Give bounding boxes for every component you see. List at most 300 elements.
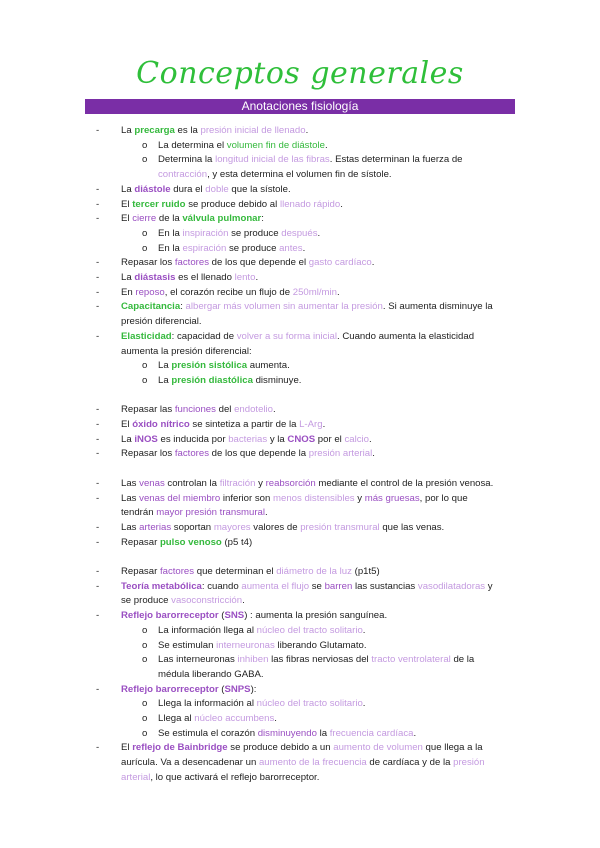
text-segment: La bbox=[158, 374, 172, 386]
highlight-text: Teoría metabólica bbox=[121, 580, 202, 592]
text-segment: La bbox=[121, 272, 135, 284]
list-item bbox=[96, 212, 514, 227]
item-text bbox=[121, 316, 202, 327]
list-item bbox=[96, 683, 514, 698]
item-text bbox=[158, 640, 367, 651]
highlight-text: doble bbox=[205, 183, 229, 195]
list-item bbox=[96, 271, 514, 286]
highlight-text: inspiración bbox=[182, 227, 229, 239]
highlight-text: reflejo de Bainbridge bbox=[132, 742, 228, 754]
text-segment: (p5 t4) bbox=[221, 536, 253, 548]
sub-list-item bbox=[96, 153, 514, 168]
highlight-text: longitud inicial de las fibras bbox=[215, 154, 330, 166]
spacer bbox=[96, 462, 514, 477]
text-segment: La información llega al bbox=[158, 624, 257, 636]
highlight-text: núcleo accumbens bbox=[194, 713, 275, 725]
text-segment: En bbox=[121, 286, 136, 298]
dash-marker: - bbox=[96, 286, 100, 298]
highlight-text: menos distensibles bbox=[273, 492, 355, 504]
item-text bbox=[121, 537, 252, 548]
highlight-text: núcleo del tracto solitario bbox=[256, 698, 363, 710]
sub-list-item bbox=[96, 668, 514, 683]
highlight-text: factores bbox=[159, 566, 195, 578]
text-segment: soportan bbox=[171, 521, 214, 533]
sub-bullet-marker: o bbox=[142, 227, 148, 239]
highlight-text: presión inicial de llenado bbox=[200, 125, 306, 136]
highlight-text: funciones bbox=[174, 404, 216, 416]
highlight-text: Reflejo barorreceptor bbox=[121, 610, 219, 622]
text-segment: ) : aumenta la presión sanguínea. bbox=[244, 610, 388, 622]
list-item bbox=[96, 330, 514, 345]
text-segment: Repasar bbox=[121, 536, 160, 548]
text-segment: La bbox=[121, 183, 135, 195]
text-segment: Se estimula el corazón bbox=[158, 727, 258, 739]
list-item bbox=[96, 536, 514, 551]
highlight-text: barren bbox=[324, 580, 353, 592]
text-segment: las sustancias bbox=[352, 580, 418, 592]
item-text bbox=[158, 654, 474, 665]
highlight-text: después bbox=[281, 227, 318, 239]
item-text bbox=[121, 581, 493, 592]
list-item bbox=[96, 315, 514, 330]
highlight-text: vasodilatadoras bbox=[417, 580, 486, 592]
text-segment: Llega al bbox=[158, 713, 195, 725]
text-segment: : bbox=[180, 301, 186, 313]
text-segment: tendrán bbox=[121, 507, 157, 519]
item-text bbox=[121, 522, 444, 533]
text-segment: aurícula. Va a desencadenar un bbox=[121, 757, 259, 769]
item-text bbox=[158, 713, 277, 724]
highlight-text: llenado rápido bbox=[279, 198, 341, 210]
item-text bbox=[158, 228, 320, 239]
list-item bbox=[96, 492, 514, 507]
dash-marker: - bbox=[96, 125, 100, 136]
highlight-text: vasoconstricción bbox=[171, 595, 243, 607]
page-title: Conceptos generales bbox=[136, 56, 464, 91]
text-segment: la bbox=[316, 727, 330, 739]
text-segment: En la bbox=[158, 227, 183, 239]
item-text bbox=[158, 669, 264, 680]
dash-marker: - bbox=[96, 492, 100, 504]
highlight-text: diástole bbox=[134, 183, 171, 195]
sub-list-item bbox=[96, 639, 514, 654]
text-segment: Repasar los bbox=[121, 448, 175, 460]
sub-bullet-marker: o bbox=[142, 639, 148, 651]
item-text bbox=[158, 360, 290, 371]
item-text bbox=[121, 287, 340, 298]
highlight-text: gasto cardíaco bbox=[308, 257, 372, 269]
text-segment: Determina la bbox=[158, 154, 216, 166]
text-segment: por el bbox=[315, 433, 345, 445]
highlight-text: volver a su forma inicial bbox=[236, 330, 337, 342]
item-text bbox=[121, 301, 493, 312]
item-text bbox=[121, 478, 493, 489]
text-segment: La bbox=[121, 125, 135, 136]
item-text bbox=[158, 728, 416, 739]
list-item bbox=[96, 124, 514, 139]
text-segment: Las interneuronas bbox=[158, 654, 238, 666]
list-item bbox=[96, 447, 514, 462]
list-item bbox=[96, 771, 514, 786]
highlight-text: presión transmural bbox=[300, 521, 380, 533]
item-text bbox=[121, 125, 308, 136]
text-segment: que las venas. bbox=[379, 521, 445, 533]
highlight-text: factores bbox=[174, 257, 209, 269]
list-item bbox=[96, 609, 514, 624]
highlight-text: cierre bbox=[132, 213, 157, 225]
text-segment: . bbox=[302, 242, 306, 254]
text-segment: se produce debido al bbox=[185, 198, 280, 210]
item-text bbox=[121, 272, 258, 283]
highlight-text: aumento de volumen bbox=[333, 742, 423, 754]
sub-list-item bbox=[96, 653, 514, 668]
text-segment: . bbox=[273, 404, 276, 416]
text-segment: . bbox=[255, 272, 259, 284]
text-segment: , lo que activará el reflejo barorreceptor. bbox=[150, 771, 320, 783]
item-text bbox=[158, 140, 328, 151]
sub-bullet-marker: o bbox=[142, 654, 148, 666]
text-segment: de los que depende el bbox=[209, 257, 309, 269]
list-item bbox=[96, 256, 514, 271]
dash-marker: - bbox=[96, 257, 100, 269]
highlight-text: válvula pulmonar bbox=[182, 213, 262, 225]
list-item bbox=[96, 183, 514, 198]
text-segment: y la bbox=[267, 433, 288, 445]
text-segment: médula liberando GABA. bbox=[158, 668, 264, 680]
text-segment: inferior son bbox=[220, 492, 273, 504]
text-segment: Las bbox=[121, 492, 140, 504]
item-text bbox=[121, 434, 372, 445]
sub-bullet-marker: o bbox=[142, 698, 148, 710]
highlight-text: venas bbox=[139, 477, 165, 489]
list-item bbox=[96, 756, 514, 771]
highlight-text: SNPS bbox=[224, 683, 251, 695]
list-item bbox=[96, 403, 514, 418]
text-segment: aumenta. bbox=[247, 360, 290, 372]
text-segment: que determinan el bbox=[194, 566, 277, 578]
sub-bullet-marker: o bbox=[142, 139, 148, 151]
highlight-text: albergar más volumen sin aumentar la presión bbox=[185, 301, 383, 313]
highlight-text: contracción bbox=[158, 169, 208, 181]
text-segment: . bbox=[340, 198, 343, 210]
text-segment: . bbox=[372, 448, 375, 460]
sub-list-item bbox=[96, 168, 514, 183]
highlight-text: pulso venoso bbox=[159, 536, 222, 548]
text-segment: presión diferencial. bbox=[121, 316, 202, 328]
dash-marker: - bbox=[96, 404, 100, 416]
text-segment: y bbox=[485, 580, 493, 592]
highlight-text: lento bbox=[234, 272, 256, 284]
text-segment: Repasar bbox=[121, 566, 160, 578]
text-segment: de cardíaca y de la bbox=[366, 757, 454, 769]
highlight-text: CNOS bbox=[287, 433, 316, 445]
list-item bbox=[96, 580, 514, 595]
sub-bullet-marker: o bbox=[142, 360, 148, 372]
text-segment: , por lo que bbox=[419, 492, 468, 504]
item-text bbox=[121, 213, 264, 224]
highlight-text: disminuyendo bbox=[257, 727, 317, 739]
spacer bbox=[96, 550, 514, 565]
notes-list bbox=[96, 124, 514, 786]
dash-marker: - bbox=[96, 198, 100, 210]
highlight-text: venas del miembro bbox=[139, 492, 221, 504]
text-segment: . bbox=[337, 286, 340, 298]
text-segment: Repasar las bbox=[121, 404, 175, 416]
list-item bbox=[96, 594, 514, 609]
text-segment: : bbox=[261, 213, 264, 225]
dash-marker: - bbox=[96, 610, 100, 622]
text-segment: mediante el control de la presión venosa. bbox=[315, 477, 494, 489]
list-item bbox=[96, 198, 514, 213]
list-item bbox=[96, 521, 514, 536]
dash-marker: - bbox=[96, 683, 100, 695]
highlight-text: presión arterial bbox=[308, 448, 373, 460]
text-segment: La determina el bbox=[158, 139, 227, 151]
text-segment: El bbox=[121, 419, 133, 431]
list-item bbox=[96, 477, 514, 492]
list-item bbox=[96, 345, 514, 360]
highlight-text: presión bbox=[453, 757, 485, 769]
dash-marker: - bbox=[96, 330, 100, 342]
text-segment: liberando Glutamato. bbox=[274, 639, 367, 651]
sub-list-item bbox=[96, 227, 514, 242]
dash-marker: - bbox=[96, 566, 100, 578]
text-segment: . bbox=[317, 227, 321, 239]
text-segment: se produce bbox=[121, 595, 172, 607]
sub-list-item bbox=[96, 712, 514, 727]
sub-list-item bbox=[96, 374, 514, 389]
text-segment: se produce bbox=[226, 242, 280, 254]
sub-bullet-marker: o bbox=[142, 624, 148, 636]
text-segment: : capacidad de bbox=[171, 330, 237, 342]
text-segment: . bbox=[305, 125, 309, 136]
highlight-text: 250ml/min bbox=[292, 286, 338, 298]
list-item bbox=[96, 741, 514, 756]
text-segment: . bbox=[369, 433, 372, 445]
highlight-text: aumenta el flujo bbox=[241, 580, 310, 592]
text-segment: , el corazón recibe un flujo de bbox=[164, 286, 293, 298]
sub-list-item bbox=[96, 727, 514, 742]
text-segment: aumenta la presión diferencial: bbox=[121, 345, 252, 357]
item-text bbox=[158, 169, 392, 180]
item-text bbox=[121, 493, 468, 504]
item-text bbox=[121, 199, 343, 210]
text-segment: valores de bbox=[250, 521, 301, 533]
highlight-text: núcleo del tracto solitario bbox=[256, 624, 363, 636]
item-text bbox=[121, 757, 485, 768]
highlight-text: mayores bbox=[213, 521, 251, 533]
highlight-text: volumen fin de diástole bbox=[226, 139, 325, 151]
dash-marker: - bbox=[96, 433, 100, 445]
item-text bbox=[121, 772, 319, 783]
text-segment: . Cuando aumenta la elasticidad bbox=[336, 330, 475, 342]
item-text bbox=[158, 375, 301, 386]
sub-bullet-marker: o bbox=[142, 242, 148, 254]
text-segment: . Estas determinan la fuerza de bbox=[329, 154, 463, 166]
text-segment: . bbox=[242, 595, 245, 607]
item-text bbox=[158, 154, 463, 165]
text-segment: disminuye. bbox=[252, 374, 302, 386]
highlight-text: tracto ventrolateral bbox=[371, 654, 451, 666]
dash-marker: - bbox=[96, 742, 100, 754]
sub-list-item bbox=[96, 624, 514, 639]
highlight-text: L-Arg bbox=[299, 419, 323, 431]
text-segment: ( bbox=[218, 610, 225, 622]
highlight-text: diámetro de la luz bbox=[276, 566, 352, 578]
text-segment: (p1t5) bbox=[351, 566, 380, 578]
highlight-text: SNS bbox=[224, 610, 245, 622]
text-segment: se sintetiza a partir de la bbox=[189, 419, 300, 431]
sub-bullet-marker: o bbox=[142, 154, 148, 166]
dash-marker: - bbox=[96, 536, 100, 548]
highlight-text: presión sistólica bbox=[171, 360, 248, 372]
sub-list-item bbox=[96, 697, 514, 712]
text-segment: se produce bbox=[228, 227, 282, 239]
sub-list-item bbox=[96, 359, 514, 374]
item-text bbox=[121, 419, 325, 430]
highlight-text: interneuronas bbox=[216, 639, 275, 651]
text-segment: El bbox=[121, 198, 133, 210]
item-text bbox=[121, 610, 387, 621]
highlight-text: inhiben bbox=[237, 654, 269, 666]
list-item bbox=[96, 506, 514, 521]
dash-marker: - bbox=[96, 477, 100, 489]
text-segment: . bbox=[274, 713, 277, 725]
text-segment: . bbox=[265, 507, 268, 519]
highlight-text: Elasticidad bbox=[121, 330, 172, 342]
item-text bbox=[158, 625, 365, 636]
highlight-text: antes bbox=[279, 242, 303, 254]
list-item bbox=[96, 565, 514, 580]
highlight-text: Capacitancia bbox=[121, 301, 181, 313]
text-segment: es inducida por bbox=[157, 433, 229, 445]
sub-bullet-marker: o bbox=[142, 374, 148, 386]
text-segment: Las bbox=[121, 477, 140, 489]
text-segment: las fibras nerviosas del bbox=[268, 654, 372, 666]
text-segment: controlan la bbox=[164, 477, 220, 489]
text-segment: y bbox=[255, 477, 266, 489]
text-segment: de la bbox=[450, 654, 475, 666]
highlight-text: mayor presión transmural bbox=[156, 507, 265, 519]
item-text bbox=[158, 243, 305, 254]
text-segment: Las bbox=[121, 521, 140, 533]
text-segment: . bbox=[413, 727, 417, 739]
dash-marker: - bbox=[96, 448, 100, 460]
dash-marker: - bbox=[96, 272, 100, 284]
highlight-text: presión diastólica bbox=[171, 374, 253, 386]
text-segment: Llega la información al bbox=[158, 698, 257, 710]
list-item bbox=[96, 300, 514, 315]
text-segment: que llega a la bbox=[422, 742, 483, 754]
highlight-text: bacterias bbox=[228, 433, 268, 445]
highlight-text: endotelio bbox=[234, 404, 274, 416]
highlight-text: aumento de la frecuencia bbox=[258, 757, 367, 769]
text-segment: de la bbox=[156, 213, 183, 225]
list-item bbox=[96, 433, 514, 448]
sub-bullet-marker: o bbox=[142, 713, 148, 725]
highlight-text: arterial bbox=[121, 771, 151, 783]
text-segment: . bbox=[362, 698, 366, 710]
dash-marker: - bbox=[96, 419, 100, 431]
text-segment: de los que depende la bbox=[209, 448, 309, 460]
text-segment: El bbox=[121, 213, 133, 225]
highlight-text: iNOS bbox=[134, 433, 158, 445]
highlight-text: arterias bbox=[139, 521, 172, 533]
text-segment: se bbox=[309, 580, 325, 592]
item-text bbox=[121, 684, 256, 695]
text-segment: , y esta determina el volumen fin de sístole. bbox=[207, 169, 392, 181]
highlight-text: óxido nítrico bbox=[132, 419, 190, 431]
item-text bbox=[121, 331, 474, 342]
highlight-text: frecuencia cardíaca bbox=[329, 727, 414, 739]
item-text bbox=[121, 404, 276, 415]
text-segment: Repasar los bbox=[121, 257, 175, 269]
dash-marker: - bbox=[96, 580, 100, 592]
text-segment: . bbox=[322, 419, 326, 431]
item-text bbox=[158, 698, 365, 709]
highlight-text: reabsorción bbox=[265, 477, 316, 489]
highlight-text: más gruesas bbox=[364, 492, 420, 504]
highlight-text: filtración bbox=[219, 477, 256, 489]
text-segment: y bbox=[354, 492, 365, 504]
highlight-text: reposo bbox=[135, 286, 165, 298]
text-segment: . Si aumenta disminuye la bbox=[382, 301, 493, 313]
text-segment: se produce debido a un bbox=[227, 742, 334, 754]
highlight-text: espiración bbox=[182, 242, 227, 254]
text-segment: ): bbox=[250, 683, 257, 695]
text-segment: La bbox=[158, 360, 172, 372]
text-segment: es el llenado bbox=[175, 272, 235, 284]
item-text bbox=[121, 448, 375, 459]
item-text bbox=[121, 184, 291, 195]
text-segment: que la sístole. bbox=[228, 183, 291, 195]
text-segment: ( bbox=[218, 683, 225, 695]
text-segment: El bbox=[121, 742, 133, 754]
text-segment: es la bbox=[174, 125, 201, 136]
sub-list-item bbox=[96, 139, 514, 154]
text-segment: . bbox=[371, 257, 375, 269]
sub-bullet-marker: o bbox=[142, 727, 148, 739]
highlight-text: diástasis bbox=[134, 272, 176, 284]
spacer bbox=[96, 389, 514, 404]
highlight-text: calcio bbox=[344, 433, 370, 445]
text-segment: En la bbox=[158, 242, 183, 254]
text-segment: : cuando bbox=[201, 580, 242, 592]
section-header-bar: Anotaciones fisiología bbox=[85, 99, 515, 114]
text-segment: . bbox=[324, 139, 328, 151]
item-text bbox=[121, 595, 245, 606]
highlight-text: factores bbox=[174, 448, 209, 460]
text-segment: La bbox=[121, 433, 135, 445]
highlight-text: precarga bbox=[134, 125, 175, 136]
item-text bbox=[121, 566, 380, 577]
text-segment: . bbox=[362, 624, 366, 636]
item-text bbox=[121, 257, 374, 268]
dash-marker: - bbox=[96, 521, 100, 533]
list-item bbox=[96, 286, 514, 301]
item-text bbox=[121, 742, 483, 753]
highlight-text: Reflejo barorreceptor bbox=[121, 683, 219, 695]
text-segment: Se estimulan bbox=[158, 639, 217, 651]
list-item bbox=[96, 418, 514, 433]
item-text bbox=[121, 507, 268, 518]
highlight-text: tercer ruido bbox=[132, 198, 186, 210]
text-segment: dura el bbox=[170, 183, 206, 195]
dash-marker: - bbox=[96, 183, 100, 195]
sub-list-item bbox=[96, 242, 514, 257]
item-text bbox=[121, 346, 252, 357]
dash-marker: - bbox=[96, 301, 100, 313]
